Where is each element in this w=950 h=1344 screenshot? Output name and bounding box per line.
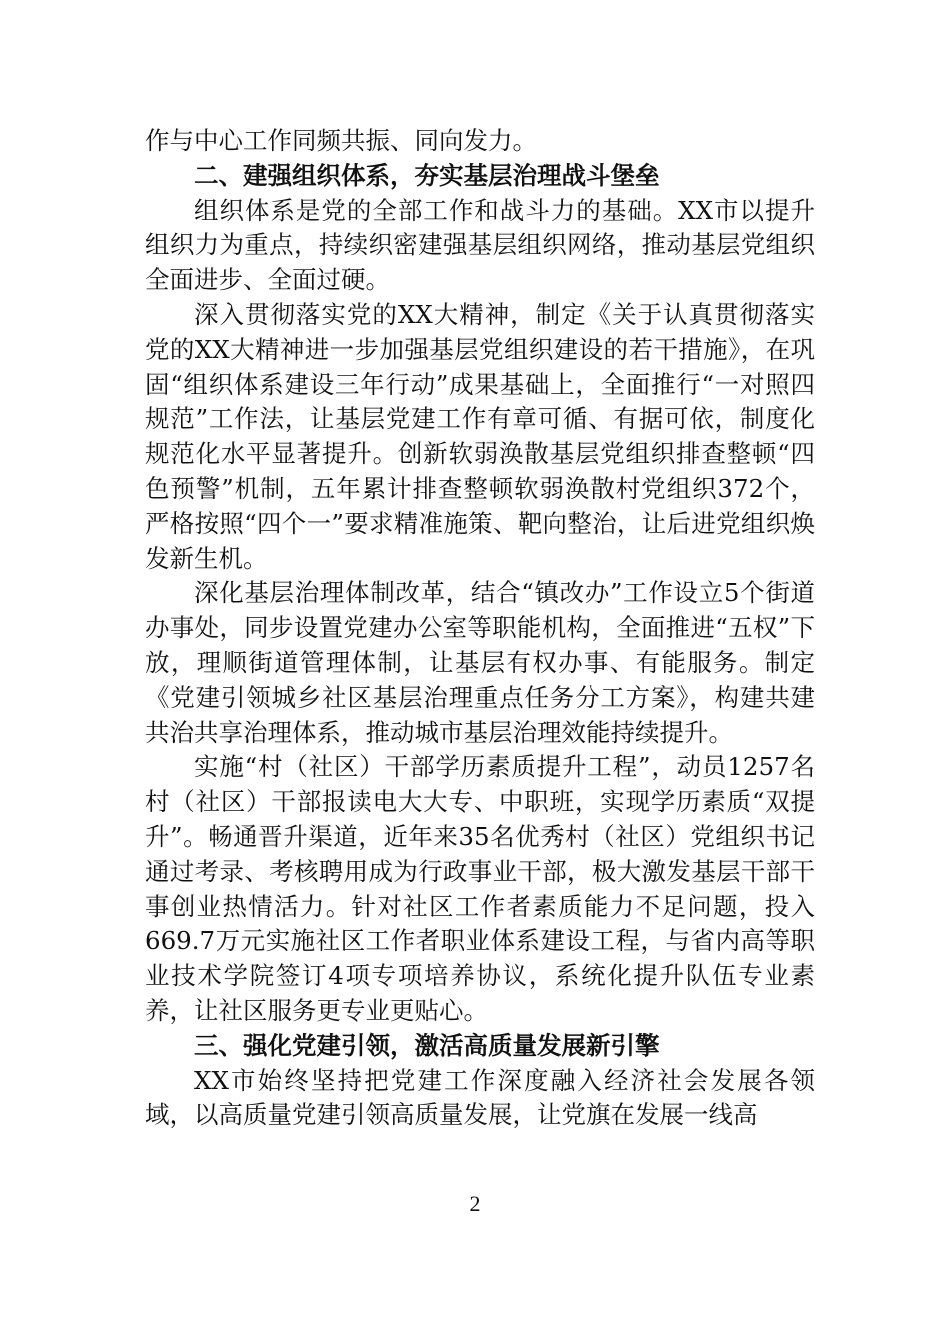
page-number: 2 bbox=[469, 1191, 481, 1216]
body-paragraph: 组织体系是党的全部工作和战斗力的基础。XX市以提升组织力为重点，持续织密建强基层组织网络，推动基层党组织全面进步、全面过硬。 bbox=[145, 195, 815, 295]
body-paragraph: 深化基层治理体制改革，结合“镇改办”工作设立5个街道办事处，同步设置党建办公室等职能机构，全面推进“五权”下放，理顺街道管理体制，让基层有权办事、有能服务。制定《党建引领城乡社区基层治理重点任务分工方案》，构建共建共治共享治理体系，推动城市基层治理效能持续提升。 bbox=[145, 578, 815, 747]
body-paragraph: XX市始终坚持把党建工作深度融入经济社会发展各领域，以高质量党建引领高质量发展，让党旗在发展一线高 bbox=[145, 1065, 815, 1130]
continuation-paragraph: 作与中心工作同频共振、同向发力。 bbox=[145, 126, 537, 155]
document-body bbox=[145, 124, 815, 1133]
section-heading-2: 二、建强组织体系，夯实基层治理战斗堡垒 bbox=[194, 160, 660, 190]
body-paragraph: 实施“村（社区）干部学历素质提升工程”，动员1257名村（社区）干部报读电大大专、中职班，实现学历素质“双提升”。畅通晋升渠道，近年来35名优秀村（社区）党组织书记通过考录、考核聘用成为行政事业干部，极大激发基层干部干事创业热情活力。针对社区工作者素质能力不足问题，投入669.7万元实施社区工作者职业体系建设工程，与省内高等职业技术学院签订4项专项培养协议，系统化提升队伍专业素养，让社区服务更专业更贴心。 bbox=[145, 752, 815, 1025]
body-paragraph: 深入贯彻落实党的XX大精神，制定《关于认真贯彻落实党的XX大精神进一步加强基层党组织建设的若干措施》，在巩固“组织体系建设三年行动”成果基础上，全面推行“一对照四规范”工作法，让基层党建工作有章可循、有据可依，制度化规范化水平显著提升。创新软弱涣散基层党组织排查整顿“四色预警”机制，五年累计排查整顿软弱涣散村党组织372个，严格按照“四个一”要求精准施策、靶向整治，让后进党组织焕发新生机。 bbox=[145, 299, 815, 573]
section-heading-3: 三、强化党建引领，激活高质量发展新引擎 bbox=[194, 1030, 660, 1060]
